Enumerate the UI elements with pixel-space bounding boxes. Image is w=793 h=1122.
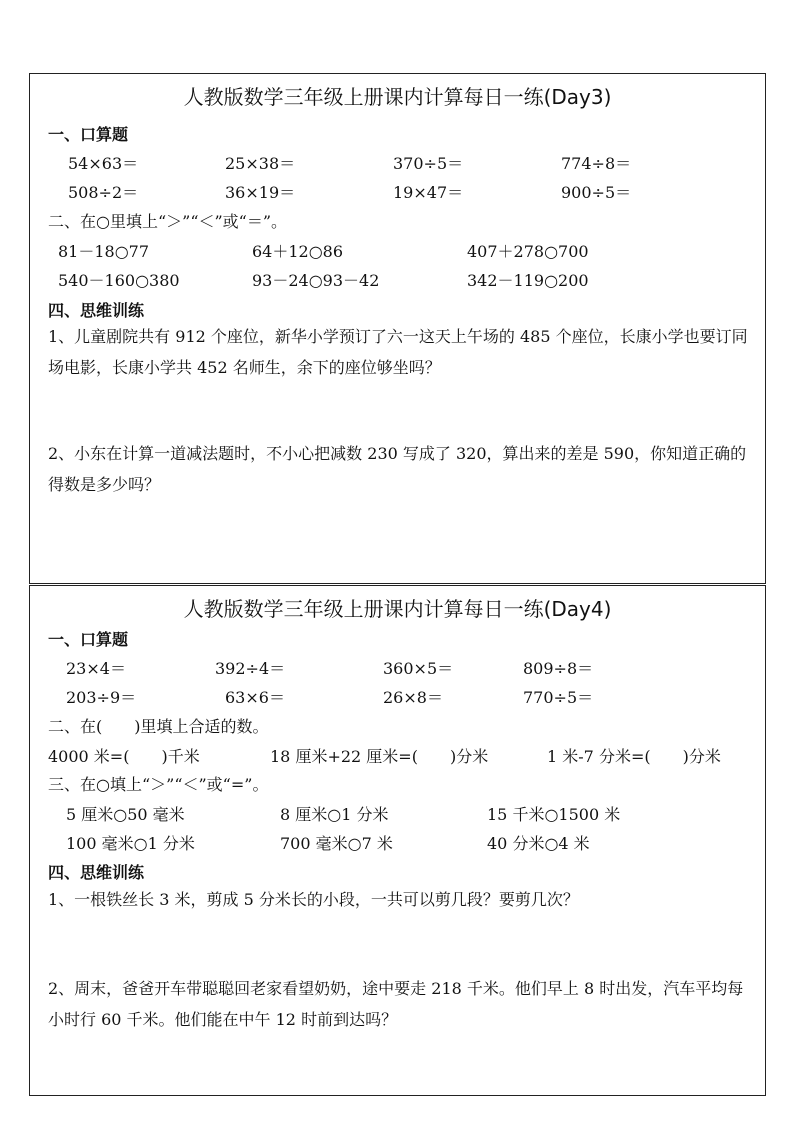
problem: 900÷5＝	[561, 183, 632, 202]
section-heading-fill-blanks: 二、在( )里填上合适的数。	[48, 717, 269, 736]
section-heading-compare: 二、在○里填上“＞”“＜”或“＝”。	[48, 212, 288, 231]
section-heading-compare: 三、在○填上“＞”“＜”或“=”。	[48, 775, 269, 794]
compare-item: 40 分米○4 米	[487, 834, 590, 853]
problem: 19×47＝	[393, 183, 464, 202]
problem: 809÷8＝	[523, 659, 594, 678]
compare-item: 100 毫米○1 分米	[66, 834, 195, 853]
fill-blank-item: 18 厘米+22 厘米=( )分米	[270, 747, 489, 766]
problem: 25×38＝	[225, 154, 296, 173]
compare-item: 5 厘米○50 毫米	[66, 805, 185, 824]
compare-item: 15 千米○1500 米	[487, 805, 621, 824]
problem: 370÷5＝	[393, 154, 464, 173]
fill-blank-item: 1 米-7 分米=( )分米	[547, 747, 721, 766]
word-problem-2: 2、周末，爸爸开车带聪聪回老家看望奶奶，途中要走 218 千米。他们早上 8 时出发，汽车平均每小时行 60 千米。他们能在中午 12 时前到达吗？	[48, 979, 744, 1029]
problem: 774÷8＝	[561, 154, 632, 173]
problem: 36×19＝	[225, 183, 296, 202]
problem: 54×63＝	[68, 154, 139, 173]
compare-item: 8 厘米○1 分米	[280, 805, 389, 824]
section-heading-oral-calc: 一、口算题	[48, 125, 129, 144]
section-heading-thinking: 四、思维训练	[48, 863, 145, 882]
problem: 203÷9＝	[66, 688, 137, 707]
compare-item: 700 毫米○7 米	[280, 834, 393, 853]
problem: 63×6＝	[225, 688, 285, 707]
section-heading-oral-calc: 一、口算题	[48, 630, 129, 649]
problem: 392÷4＝	[215, 659, 286, 678]
worksheet-day4	[29, 585, 766, 1096]
worksheet-title: 人教版数学三年级上册课内计算每日一练(Day3)	[183, 85, 612, 109]
compare-item: 342－119○200	[467, 271, 589, 290]
worksheet-day3	[29, 73, 766, 584]
compare-item: 81－18○77	[58, 242, 150, 261]
compare-item: 540－160○380	[58, 271, 180, 290]
fill-blank-item: 4000 米=( )千米	[48, 747, 200, 766]
word-problem-2: 2、小东在计算一道减法题时，不小心把减数 230 写成了 320，算出来的差是 590，你知道正确的得数是多少吗？	[48, 444, 747, 494]
problem: 360×5＝	[383, 659, 454, 678]
section-heading-thinking: 四、思维训练	[48, 301, 145, 320]
compare-item: 93－24○93－42	[252, 271, 380, 290]
worksheet-title: 人教版数学三年级上册课内计算每日一练(Day4)	[183, 597, 612, 621]
problem: 23×4＝	[66, 659, 126, 678]
compare-item: 64＋12○86	[252, 242, 344, 261]
word-problem-1: 1、一根铁丝长 3 米，剪成 5 分米长的小段，一共可以剪几段？要剪几次？	[48, 890, 579, 909]
compare-item: 407＋278○700	[467, 242, 589, 261]
problem: 770÷5＝	[523, 688, 594, 707]
problem: 508÷2＝	[68, 183, 139, 202]
problem: 26×8＝	[383, 688, 443, 707]
word-problem-1: 1、儿童剧院共有 912 个座位，新华小学预订了六一这天上午场的 485 个座位，长康小学也要订同场电影，长康小学共 452 名师生，余下的座位够坐吗？	[48, 327, 748, 377]
